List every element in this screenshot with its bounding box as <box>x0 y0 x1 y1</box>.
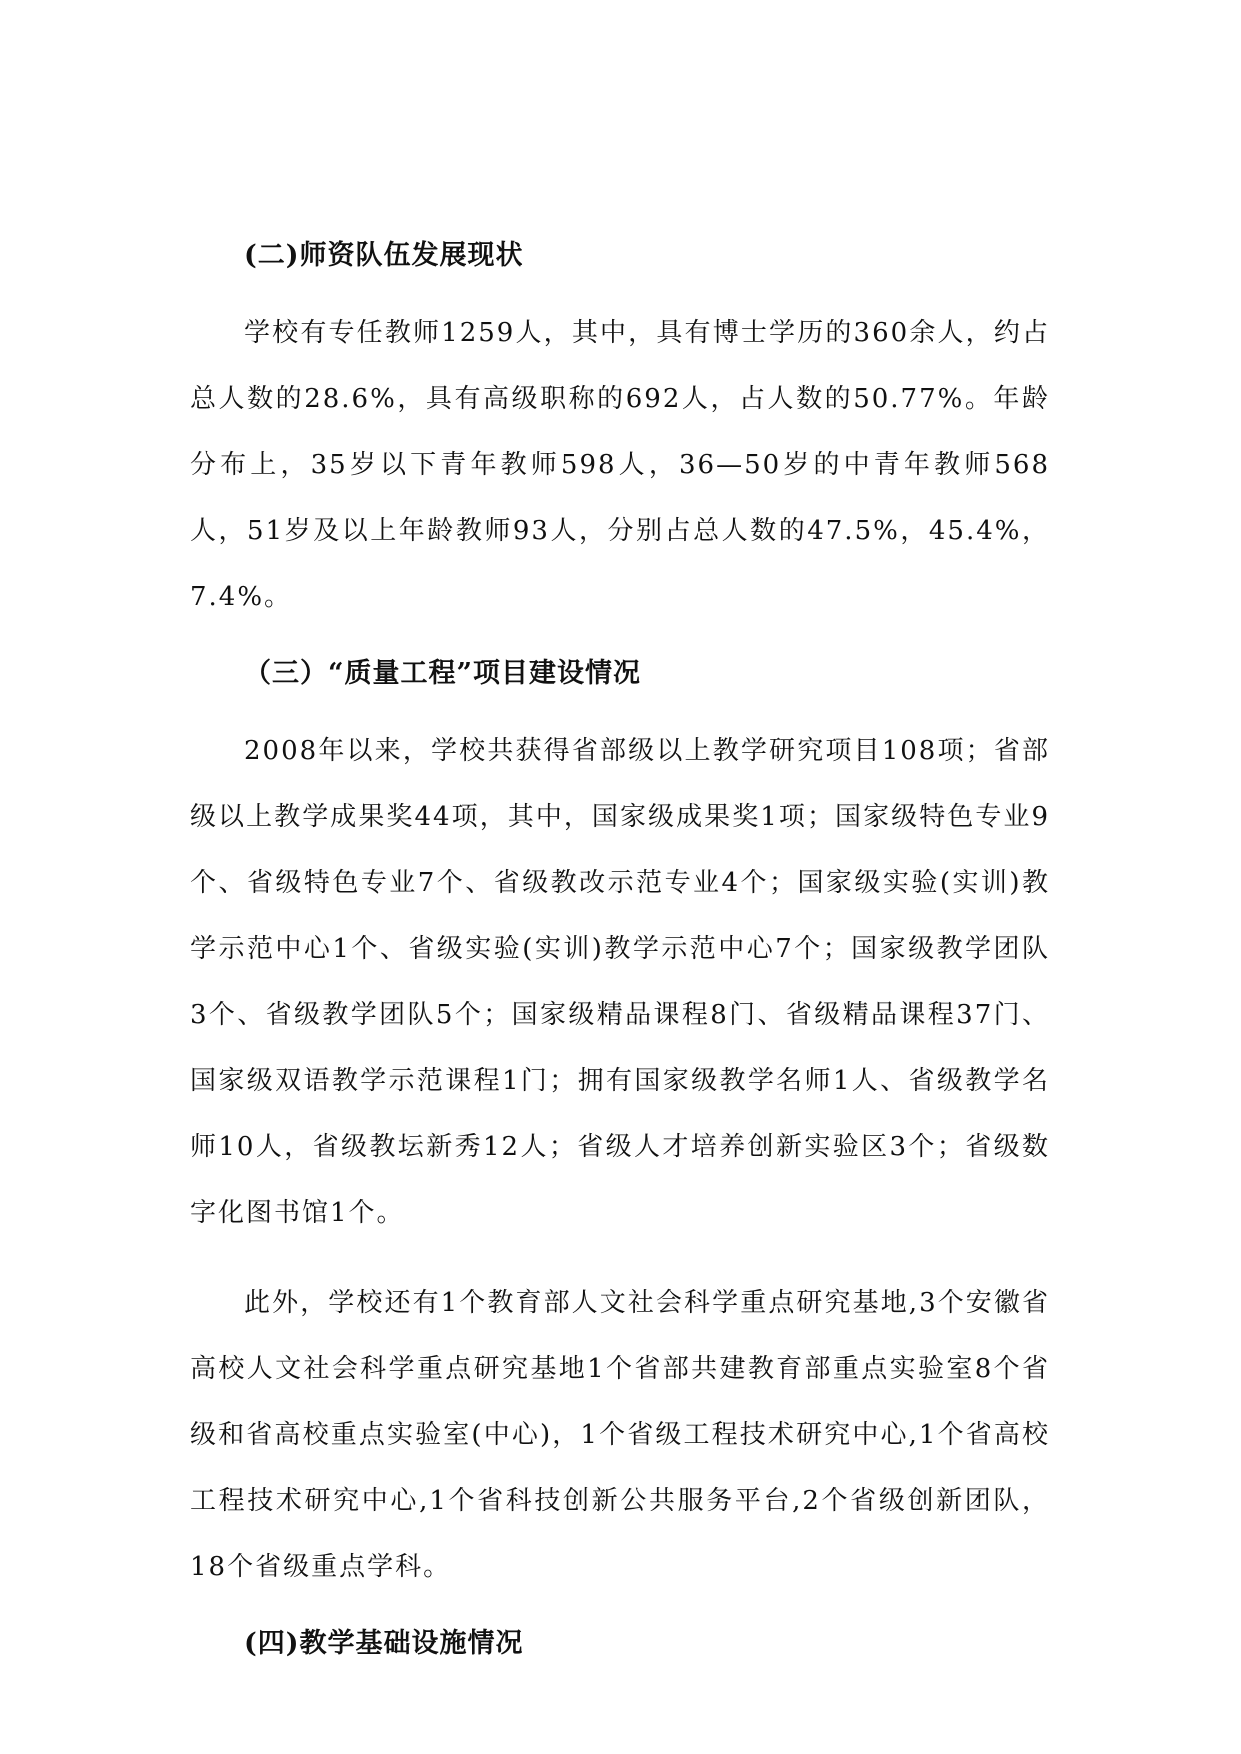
section-heading-infrastructure: (四)教学基础设施情况 <box>244 1628 524 1659</box>
section-heading-faculty: (二)师资队伍发展现状 <box>244 240 524 271</box>
section-heading-quality-project: （三）“质量工程”项目建设情况 <box>244 658 642 689</box>
quality-project-paragraph: 2008年以来，学校共获得省部级以上教学研究项目108项；省部级以上教学成果奖44项，其中，国家级成果奖1项；国家级特色专业9个、省级特色专业7个、省级教改示范专业4个；国家级实验(实训)教学示范中心1个、省级实验(实训)教学示范中心7个；国家级教学团队3个、省级教学团队5个；国家级精品课程8门、省级精品课程37门、国家级双语教学示范课程1门；拥有国家级教学名师1人、省级教学名师10人，省级教坛新秀12人；省级人才培养创新实验区3个；省级数字化图书馆1个。 <box>190 736 1050 1228</box>
research-bases-paragraph: 此外，学校还有1个教育部人文社会科学重点研究基地,3个安徽省高校人文社会科学重点研究基地1个省部共建教育部重点实验室8个省级和省高校重点实验室(中心)，1个省级工程技术研究中心,1个省高校工程技术研究中心,1个省科技创新公共服务平台,2个省级创新团队，18个省级重点学科。 <box>190 1288 1050 1582</box>
faculty-paragraph: 学校有专任教师1259人，其中，具有博士学历的360余人，约占总人数的28.6%，具有高级职称的692人，占人数的50.77%。年龄分布上，35岁以下青年教师598人，36—50岁的中青年教师568人，51岁及以上年龄教师93人，分别占总人数的47.5%，45.4%，7.4%。 <box>190 318 1050 612</box>
document-body <box>190 236 1050 1688</box>
